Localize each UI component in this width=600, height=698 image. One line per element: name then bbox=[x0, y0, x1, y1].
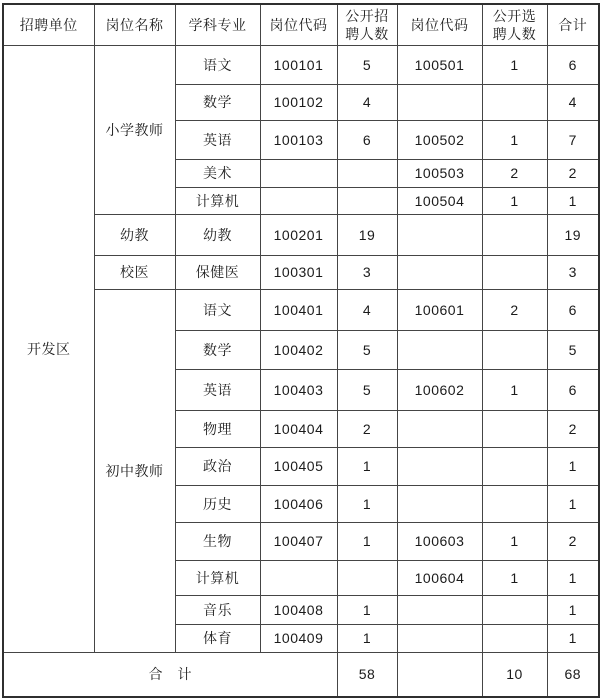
cell-position-group-middle-teacher: 初中教师 bbox=[94, 290, 175, 653]
cell-subject: 保健医 bbox=[175, 256, 260, 290]
cell-total: 1 bbox=[547, 596, 599, 625]
cell-open-code: 100406 bbox=[260, 486, 337, 523]
footer-select-total: 10 bbox=[482, 653, 547, 697]
cell-subject: 数学 bbox=[175, 331, 260, 370]
cell-subject: 生物 bbox=[175, 523, 260, 561]
cell-open-code: 100102 bbox=[260, 85, 337, 121]
header-recruit-unit: 招聘单位 bbox=[3, 4, 94, 46]
cell-open-count: 19 bbox=[337, 215, 397, 256]
cell-open-code: 100403 bbox=[260, 370, 337, 411]
header-select-hire-count: 公开选聘人数 bbox=[482, 4, 547, 46]
cell-open-count: 1 bbox=[337, 625, 397, 653]
cell-open-count: 4 bbox=[337, 85, 397, 121]
cell-subject: 历史 bbox=[175, 486, 260, 523]
cell-open-code: 100101 bbox=[260, 46, 337, 85]
cell-total: 7 bbox=[547, 121, 599, 160]
cell-open-code bbox=[260, 561, 337, 596]
cell-select-count: 2 bbox=[482, 290, 547, 331]
cell-open-code: 100301 bbox=[260, 256, 337, 290]
cell-open-count: 5 bbox=[337, 370, 397, 411]
cell-open-count: 4 bbox=[337, 290, 397, 331]
cell-select-count bbox=[482, 215, 547, 256]
cell-open-count: 1 bbox=[337, 523, 397, 561]
footer-row bbox=[3, 653, 599, 697]
recruitment-positions-table bbox=[2, 3, 600, 698]
cell-open-count: 2 bbox=[337, 411, 397, 448]
header-position-name: 岗位名称 bbox=[94, 4, 175, 46]
cell-select-count bbox=[482, 448, 547, 486]
cell-total: 1 bbox=[547, 561, 599, 596]
cell-select-code bbox=[397, 625, 482, 653]
cell-total: 1 bbox=[547, 625, 599, 653]
cell-open-count bbox=[337, 188, 397, 215]
header-total: 合计 bbox=[547, 4, 599, 46]
cell-select-code: 100501 bbox=[397, 46, 482, 85]
cell-select-code: 100602 bbox=[397, 370, 482, 411]
cell-select-count bbox=[482, 256, 547, 290]
cell-recruit-unit: 开发区 bbox=[3, 46, 94, 653]
cell-subject: 计算机 bbox=[175, 188, 260, 215]
cell-select-count: 2 bbox=[482, 160, 547, 188]
cell-open-code: 100405 bbox=[260, 448, 337, 486]
cell-open-code bbox=[260, 188, 337, 215]
cell-subject: 计算机 bbox=[175, 561, 260, 596]
cell-select-count bbox=[482, 486, 547, 523]
cell-open-count: 1 bbox=[337, 448, 397, 486]
cell-position-group-primary-teacher: 小学教师 bbox=[94, 46, 175, 215]
cell-open-count bbox=[337, 561, 397, 596]
cell-select-code bbox=[397, 448, 482, 486]
cell-select-code bbox=[397, 596, 482, 625]
cell-select-code: 100603 bbox=[397, 523, 482, 561]
cell-select-code: 100503 bbox=[397, 160, 482, 188]
cell-select-count: 1 bbox=[482, 523, 547, 561]
header-row bbox=[3, 4, 599, 46]
footer-total-label: 合 计 bbox=[3, 653, 337, 697]
cell-total: 1 bbox=[547, 188, 599, 215]
cell-position-group-school-doctor: 校医 bbox=[94, 256, 175, 290]
cell-total: 1 bbox=[547, 448, 599, 486]
footer-open-total: 58 bbox=[337, 653, 397, 697]
cell-open-count bbox=[337, 160, 397, 188]
cell-select-count: 1 bbox=[482, 561, 547, 596]
cell-subject: 英语 bbox=[175, 370, 260, 411]
cell-open-code: 100201 bbox=[260, 215, 337, 256]
cell-subject: 幼教 bbox=[175, 215, 260, 256]
cell-open-count: 3 bbox=[337, 256, 397, 290]
footer-grand-total: 68 bbox=[547, 653, 599, 697]
cell-total: 3 bbox=[547, 256, 599, 290]
cell-total: 6 bbox=[547, 290, 599, 331]
header-select-job-code: 岗位代码 bbox=[397, 4, 482, 46]
cell-select-code bbox=[397, 85, 482, 121]
cell-total: 6 bbox=[547, 370, 599, 411]
cell-position-group-kindergarten: 幼教 bbox=[94, 215, 175, 256]
cell-total: 5 bbox=[547, 331, 599, 370]
cell-select-count: 1 bbox=[482, 121, 547, 160]
cell-select-count bbox=[482, 85, 547, 121]
cell-total: 1 bbox=[547, 486, 599, 523]
cell-subject: 物理 bbox=[175, 411, 260, 448]
cell-select-code: 100604 bbox=[397, 561, 482, 596]
cell-open-count: 5 bbox=[337, 46, 397, 85]
cell-total: 2 bbox=[547, 411, 599, 448]
cell-select-count: 1 bbox=[482, 188, 547, 215]
cell-subject: 音乐 bbox=[175, 596, 260, 625]
cell-open-count: 1 bbox=[337, 596, 397, 625]
cell-total: 4 bbox=[547, 85, 599, 121]
cell-total: 2 bbox=[547, 160, 599, 188]
header-open-job-code: 岗位代码 bbox=[260, 4, 337, 46]
cell-subject: 政治 bbox=[175, 448, 260, 486]
footer-empty-select-code bbox=[397, 653, 482, 697]
cell-total: 2 bbox=[547, 523, 599, 561]
cell-open-count: 5 bbox=[337, 331, 397, 370]
cell-select-code bbox=[397, 331, 482, 370]
table-row bbox=[3, 46, 599, 85]
cell-select-code bbox=[397, 256, 482, 290]
cell-select-count: 1 bbox=[482, 370, 547, 411]
cell-subject: 体育 bbox=[175, 625, 260, 653]
cell-open-code: 100404 bbox=[260, 411, 337, 448]
cell-open-code: 100407 bbox=[260, 523, 337, 561]
cell-open-count: 1 bbox=[337, 486, 397, 523]
cell-select-count bbox=[482, 331, 547, 370]
cell-select-code bbox=[397, 215, 482, 256]
cell-open-code bbox=[260, 160, 337, 188]
cell-subject: 美术 bbox=[175, 160, 260, 188]
cell-select-code: 100601 bbox=[397, 290, 482, 331]
cell-subject: 语文 bbox=[175, 46, 260, 85]
cell-total: 19 bbox=[547, 215, 599, 256]
cell-select-count bbox=[482, 596, 547, 625]
cell-select-count bbox=[482, 625, 547, 653]
cell-open-code: 100402 bbox=[260, 331, 337, 370]
cell-select-code bbox=[397, 411, 482, 448]
cell-open-code: 100409 bbox=[260, 625, 337, 653]
header-open-hire-count: 公开招聘人数 bbox=[337, 4, 397, 46]
cell-open-code: 100401 bbox=[260, 290, 337, 331]
cell-total: 6 bbox=[547, 46, 599, 85]
cell-select-code: 100504 bbox=[397, 188, 482, 215]
header-subject: 学科专业 bbox=[175, 4, 260, 46]
cell-subject: 数学 bbox=[175, 85, 260, 121]
cell-select-count: 1 bbox=[482, 46, 547, 85]
cell-subject: 英语 bbox=[175, 121, 260, 160]
cell-select-code: 100502 bbox=[397, 121, 482, 160]
cell-select-code bbox=[397, 486, 482, 523]
cell-open-code: 100408 bbox=[260, 596, 337, 625]
cell-select-count bbox=[482, 411, 547, 448]
cell-open-code: 100103 bbox=[260, 121, 337, 160]
cell-open-count: 6 bbox=[337, 121, 397, 160]
cell-subject: 语文 bbox=[175, 290, 260, 331]
